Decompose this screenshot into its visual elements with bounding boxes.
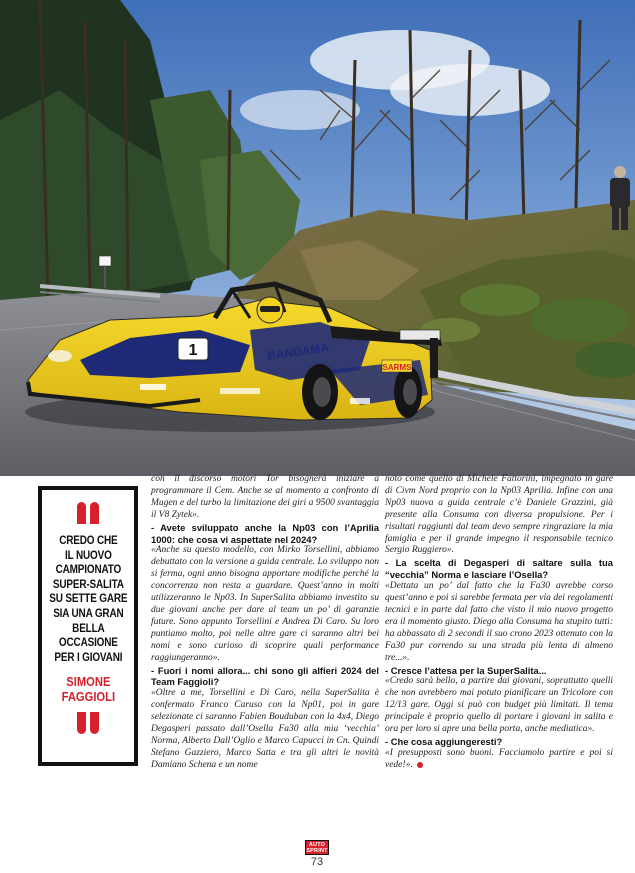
pull-quote-line: CAMPIONATO xyxy=(55,563,121,577)
answer-paragraph: con il discorso motori Tor bisognerà iniziare a programmare il Cem. Anche se al momento a confronto di Mugen e del turbo la limitazione dei giri a 9500 svantaggia il V8 Zytek». xyxy=(151,474,379,520)
pull-quote-line: SIA UNA GRAN xyxy=(52,606,124,620)
end-of-article-bullet-icon xyxy=(417,762,423,768)
logo-top-text: AUTO xyxy=(308,841,326,848)
final-answer-text: «I presupposti sono buoni. Facciamolo partire e poi si vede!». xyxy=(385,747,613,770)
answer-paragraph xyxy=(385,748,613,772)
open-quote-icon xyxy=(42,502,134,524)
author-last-name: FAGGIOLI xyxy=(61,689,115,705)
pull-quote-line: PER I GIOVANI xyxy=(54,650,122,664)
question-paragraph: - Fuori i nomi allora... chi sono gli alfieri 2024 del Team Faggioli? xyxy=(151,664,379,688)
answer-paragraph: «Credo sarà bello, a partire dai giovani, soprattutto quelli che non avrebbero mai potuto pianificare un Tricolore con 12/13 gare. Oggi si può con budget più limitati. Il tema principale è proprio quello di portare i giovani in salita e ora per loro si apre una bella porta, anche mediatica». xyxy=(385,676,613,735)
pull-quote-author xyxy=(42,674,134,704)
car-sponsor-decal: SARMS xyxy=(382,363,412,372)
question-paragraph: - Cresce l’attesa per la SuperSalita... xyxy=(385,664,547,676)
page-number: 73 xyxy=(310,856,324,868)
magazine-logo xyxy=(305,840,329,855)
question-paragraph: - La scelta di Degasperi di saltare sulla tua “vecchia” Norma e lasciare l’Osella? xyxy=(385,557,613,581)
pull-quote-line: CREDO CHE xyxy=(58,534,118,547)
pull-quote-line: IL NUOVO xyxy=(64,548,112,562)
car-number: 1 xyxy=(188,342,198,359)
answer-paragraph: noto come quello di Michele Fattorini, impegnato in gare di Civm Nord proprio con la Np03 Aprilia. Infine con una Np03 nuova a guida centrale c’è Daniele Grazzini, già presente alla Consuma con diversa propulsione. Per i risultati raggiunti dal team devo sempre ringraziare la mia famiglia e per il grande impegno il responsabile tecnico Sergio Ruggiero». xyxy=(385,474,613,556)
question-paragraph: - Avete sviluppato anche la Np03 con l’Aprilia 1000: che cosa vi aspettate nel 2024? xyxy=(151,521,379,545)
text-column-left xyxy=(151,474,379,772)
pull-quote-text xyxy=(42,534,134,665)
pull-quote-box xyxy=(38,486,138,766)
pull-quote-line: SUPER-SALITA xyxy=(52,577,124,591)
answer-paragraph: «Oltre a me, Torsellini e Di Caro, nella SuperSalita è confermato Franco Caruso con la Np01, poi in gare selezionate ci saranno Fabien Bouduban con la 4x4, Diego Degasperi passato dall’Osella Fa30 alla mia ‘vecchia’ Norma, Alberto Dall’Oglio e Marco Capucci in Cn. Quindi Stefano Gazziero, Marco Satta e tra gli altri le novità Damiano Schena e un nome xyxy=(151,688,379,770)
pull-quote-line: BELLA xyxy=(71,621,105,635)
pull-quote-line: SU SETTE GARE xyxy=(48,592,128,606)
answer-paragraph: «Anche su questo modello, con Mirko Torsellini, abbiamo debuttato con la versione a guida centrale. Lo sviluppo non si ferma, ogni anno bisogna apportare modifiche perché la concorrenza non resta a guardare. Quest’anno in molti utilizzeranno le Np03. In SuperSalita abbiamo investito su due giovani anche per dare al team un po’ di garanzie future. Sono appunto Torsellini e Andrea Di Caro. Su loro puntiamo molto, poi nelle altre gare ci saranno altri bei nomi e sono curioso di scoprire quali performance raggiungeranno». xyxy=(151,545,379,663)
text-column-right xyxy=(385,474,613,772)
car-brand-decal: BANDAMA xyxy=(266,340,330,363)
pull-quote-line: OCCASIONE xyxy=(58,636,118,650)
logo-bottom-text: SPRINT xyxy=(306,847,328,854)
close-quote-icon xyxy=(42,712,134,734)
answer-paragraph: «Dettata un po’ dal fatto che la Fa30 avrebbe corso quest’anno e poi si sarebbe fermata per via dei regolamenti tecnici e in parte dal fatto che visto il mio nuovo progetto era il momento giusto. Diego alla Consuma ha stupito tutti: ha abbassato di 2 secondi il suo crono 2023 ottenuto con la Fa30 pur correndo su una strada più lenta di almeno tre...». xyxy=(385,581,613,663)
author-first-name: SIMONE xyxy=(65,674,111,690)
question-paragraph: - Che cosa aggiungeresti? xyxy=(385,735,503,747)
